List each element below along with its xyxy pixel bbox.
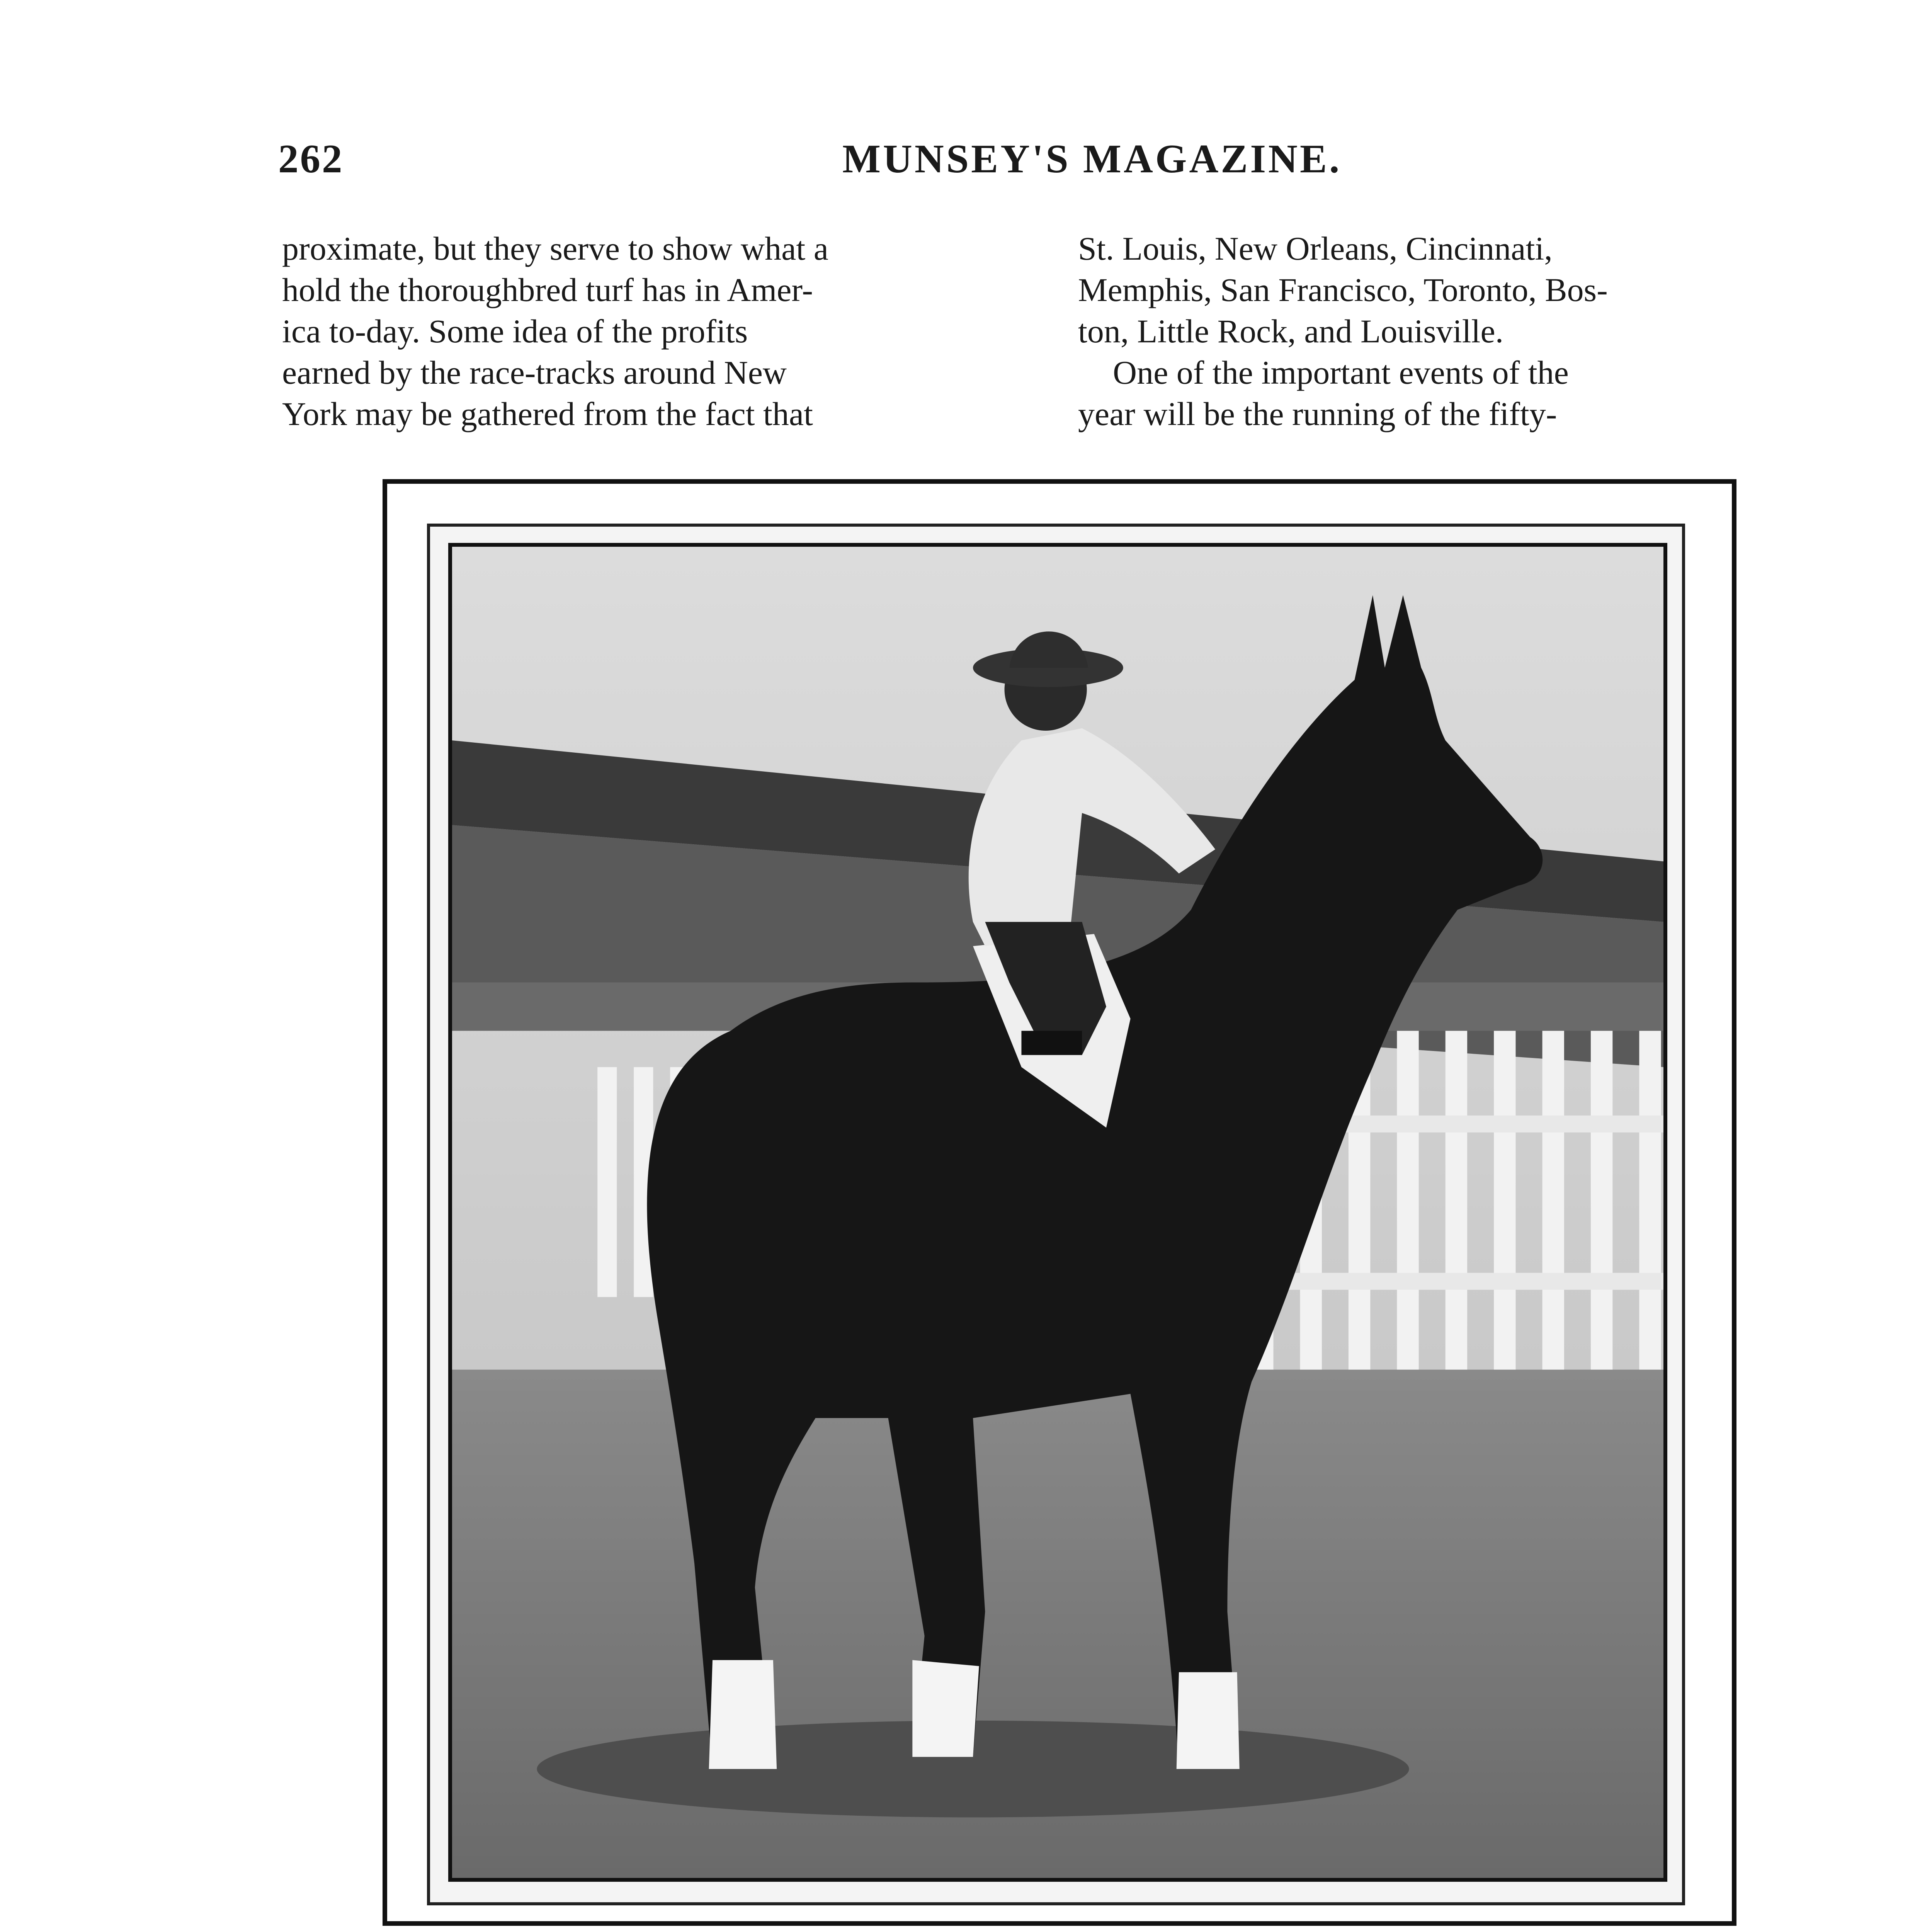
text-line: year will be the running of the fifty- [1078, 395, 1557, 432]
running-title: MUNSEY'S MAGAZINE. [842, 136, 1342, 181]
text-line: ton, Little Rock, and Louisville. [1078, 313, 1504, 350]
text-line: St. Louis, New Orleans, Cincinnati, [1078, 230, 1553, 267]
page-header [0, 135, 1932, 189]
horse-photograph [448, 543, 1667, 1882]
text-line: ica to-day. Some idea of the profits [282, 313, 748, 350]
top-left-column [282, 228, 1032, 435]
text-line: One of the important events of the [1113, 354, 1569, 391]
page-number: 262 [278, 136, 344, 181]
top-right-column [1078, 228, 1835, 435]
text-line: hold the thoroughbred turf has in Amer- [282, 271, 813, 308]
horse-photograph-illustration [452, 547, 1663, 1878]
text-line: York may be gathered from the fact that [282, 395, 813, 432]
text-line: Memphis, San Francisco, Toronto, Bos- [1078, 271, 1608, 308]
text-line: proximate, but they serve to show what a [282, 230, 828, 267]
text-line: earned by the race-tracks around New [282, 354, 787, 391]
